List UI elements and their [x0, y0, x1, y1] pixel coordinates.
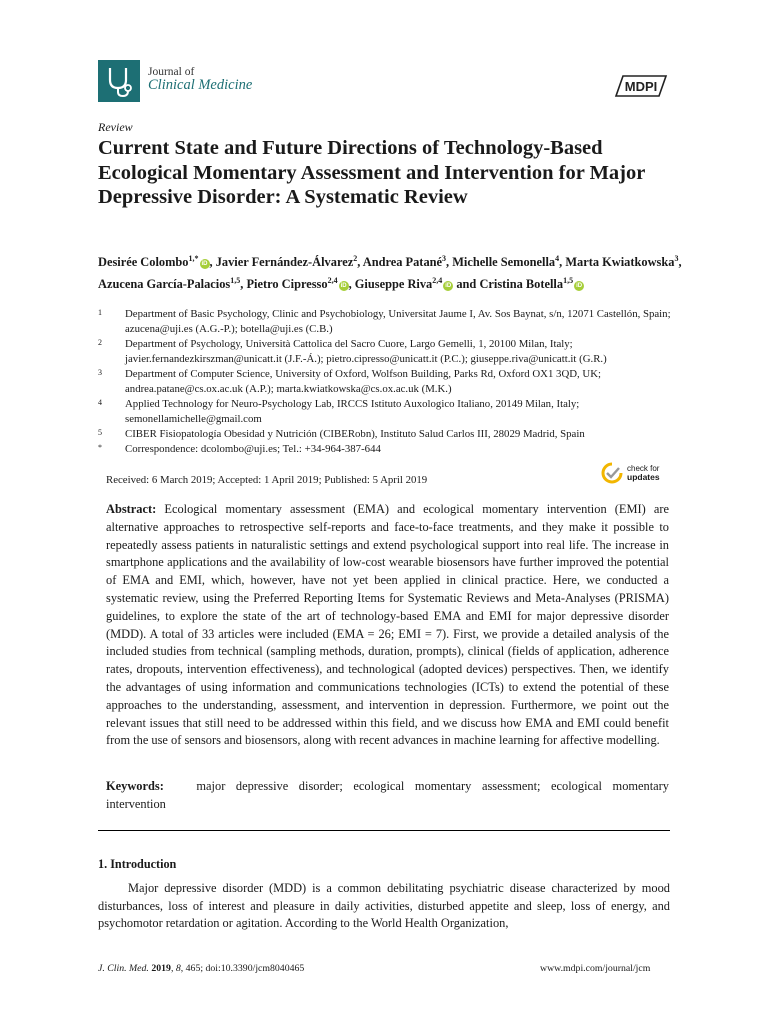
author-name: Andrea Patané	[362, 255, 443, 270]
affiliation-item	[98, 397, 678, 427]
author-name: Azucena García-Palacios	[98, 276, 231, 291]
check-updates-line1: check for	[627, 464, 660, 473]
keywords-label: Keywords:	[106, 779, 164, 793]
author-affiliation-sup: 2,4	[327, 275, 338, 285]
author-name: Giuseppe Riva	[354, 276, 433, 291]
check-updates-icon	[601, 462, 623, 484]
publisher-logo-text: MDPI	[624, 79, 658, 94]
affiliation-text: Correspondence: dcolombo@uji.es; Tel.: +34-964-387-644	[125, 443, 381, 455]
check-updates-line2: updates	[627, 472, 660, 482]
author-separator: ,	[357, 255, 363, 270]
affiliation-number: 3	[98, 368, 102, 377]
author-affiliation-sup: 4	[555, 254, 560, 263]
author-name: Desirée Colombo	[98, 255, 189, 270]
affiliation-number: 2	[98, 338, 102, 347]
publication-dates: Received: 6 March 2019; Accepted: 1 April 2019; Published: 5 April 2019	[106, 474, 428, 486]
keywords-text: major depressive disorder; ecological momentary assessment; ecological momentary intervention	[106, 779, 669, 811]
author-affiliation-sup: 1,5	[563, 275, 574, 285]
affiliation-number: 4	[98, 398, 102, 407]
affiliation-item	[98, 427, 678, 442]
author-name: Cristina Botella	[479, 276, 564, 291]
publisher-logo	[613, 75, 669, 102]
section-divider	[98, 830, 670, 831]
affiliation-item	[98, 307, 678, 337]
journal-logo	[98, 60, 140, 102]
author-separator: ,	[678, 255, 682, 270]
author-affiliation-sup: 1,5	[230, 275, 241, 285]
article-type: Review	[98, 120, 133, 134]
author-name: Marta Kwiatkowska	[565, 255, 675, 270]
author-separator: and	[453, 276, 480, 291]
author-affiliation-sup: 2	[353, 254, 358, 263]
affiliation-text: Department of Computer Science, University of Oxford, Wolfson Building, Parks Rd, Oxford OX1 3QD, UK; andrea.patane@cs.ox.ac.uk (A.P.); marta.kwiatkowska@cs.ox.ac.uk (M.K.)	[125, 368, 602, 395]
introduction-paragraph: Major depressive disorder (MDD) is a common debilitating psychiatric disease characterized by mood disturbances, loss of interest and pleasure in daily activities, disturbed appetite and sleep, loss of energy, and psychomotor retardation or agitation. According to the World Health Organization,	[98, 881, 670, 930]
journal-name	[148, 66, 252, 93]
author-list	[98, 250, 683, 293]
citation-doi: , 465; doi:10.3390/jcm8040465	[180, 963, 305, 974]
citation-year: 2019	[151, 963, 171, 974]
author-separator: ,	[240, 276, 247, 291]
citation-footer: J. Clin. Med. 2019, 8, 465; doi:10.3390/jcm8040465	[98, 963, 305, 974]
keywords	[106, 778, 669, 814]
orcid-icon[interactable]: iD	[201, 261, 208, 268]
author-affiliation-sup: 3	[674, 254, 679, 263]
abstract-text: Ecological momentary assessment (EMA) and ecological momentary intervention (EMI) are alternative approaches to retrospective self-reports and face-to-face treatments, and they make it possible to repeatedly assess patients in naturalistic settings and extend psychological support into real life. The increase in smartphone applications and the availability of low-cost wearable biosensors have further improved the potential of EMA and EMI, which, however, have not yet been applied in clinical practice. Here, we conducted a systematic review, using the Preferred Reporting Items for Systematic Reviews and Meta-Analyses (PRISMA) guidelines, to explore the state of the art of technology-based EMA and EMI for major depressive disorder (MDD). A total of 33 articles were included (EMA = 26; EMI = 7). First, we provide a detailed analysis of the included studies from technical (sampling methods, duration, prompts), clinical (fields of application, adherence rates, dropouts, intervention effectiveness), and technological (adopted devices) perspectives. Then, we identify the advantages of using information and communications technologies (ICTs) to extend the potential of these approaches to the understanding, assessment, and intervention in depression. Furthermore, we point out the relevant issues that still need to be addressed within this field, and we discuss how EMA and EMI could benefit from the use of sensors and biosensors, along with recent advances in machine learning for affective modelling.	[106, 502, 669, 748]
affiliation-text: Department of Psychology, Università Cattolica del Sacro Cuore, Largo Gemelli, 1, 20100 Milan, Italy; javier.fernandezkirszman@unicatt.it (J.F.-Á.); pietro.cipresso@unicatt.it (P.C.); giuseppe.riva@unicatt.it (G.R.)	[125, 338, 607, 365]
journal-url-link[interactable]: www.mdpi.com/journal/jcm	[540, 963, 651, 974]
author-separator: ,	[446, 255, 453, 270]
author-affiliation-sup: 3	[442, 254, 447, 263]
affiliation-item	[98, 367, 678, 397]
journal-prefix: Journal of	[148, 66, 195, 78]
affiliation-item	[98, 442, 678, 457]
author-name: Michelle Semonella	[452, 255, 556, 270]
abstract-label: Abstract:	[106, 502, 157, 516]
author-name: Pietro Cipresso	[246, 276, 328, 291]
orcid-icon[interactable]: iD	[445, 282, 452, 289]
author-separator: ,	[348, 276, 355, 291]
affiliation-text: Department of Basic Psychology, Clinic and Psychobiology, Universitat Jaume I, Av. Sos Baynat, s/n, 12071 Castellón, Spain; azucena@uji.es (A.G.-P.); botella@uji.es (C.B.)	[125, 308, 671, 335]
citation-volume: 8	[175, 963, 181, 974]
journal-title: Clinical Medicine	[148, 77, 253, 94]
affiliation-number: 1	[98, 308, 102, 317]
author-affiliation-sup: 2,4	[432, 275, 443, 285]
journal-abbreviation: J. Clin. Med.	[98, 963, 149, 974]
author-name: Javier Fernández-Álvarez	[215, 255, 354, 270]
author-affiliation-sup: 1,*	[188, 254, 199, 263]
stethoscope-icon	[98, 60, 140, 102]
affiliation-text: CIBER Fisiopatología Obesidad y Nutrición (CIBERobn), Instituto Salud Carlos III, 28029 Madrid, Spain	[125, 428, 585, 440]
orcid-icon[interactable]: iD	[576, 282, 583, 289]
author-separator: ,	[209, 255, 216, 270]
section-heading: 1. Introduction	[98, 857, 177, 871]
affiliation-list	[98, 307, 678, 457]
affiliation-text: Applied Technology for Neuro-Psychology Lab, IRCCS Istituto Auxologico Italiano, 20149 Milan, Italy; semonellamichelle@gmail.com	[125, 398, 580, 425]
author-separator: ,	[559, 255, 566, 270]
orcid-icon[interactable]: iD	[340, 282, 347, 289]
check-for-updates-button[interactable]	[601, 462, 660, 484]
affiliation-number: 5	[98, 428, 102, 437]
affiliation-number: *	[98, 443, 102, 452]
abstract	[106, 501, 669, 750]
affiliation-item	[98, 337, 678, 367]
article-title: Current State and Future Directions of Technology-Based Ecological Momentary Assessment and Intervention for Major Depressive Disorder: A Systematic Review	[98, 137, 645, 208]
